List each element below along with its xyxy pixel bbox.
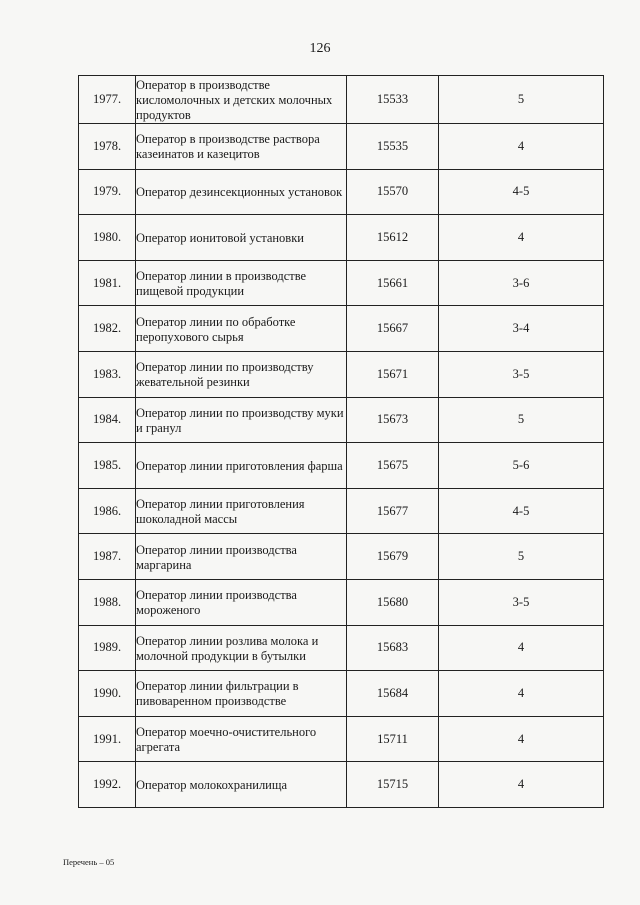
profession-name-text: Оператор линии производства маргарина xyxy=(136,542,297,572)
profession-name-text: Оператор линии в производстве пищевой продукции xyxy=(136,269,307,299)
row-number: 1977. xyxy=(79,76,136,124)
row-number: 1988. xyxy=(79,579,136,625)
profession-name-text: Оператор линии розлива молока и молочной продукции в бутылки xyxy=(136,633,319,663)
profession-name xyxy=(136,671,347,717)
profession-name xyxy=(136,762,347,808)
table-row xyxy=(79,124,604,170)
profession-code: 15612 xyxy=(347,215,439,261)
profession-code: 15570 xyxy=(347,169,439,215)
profession-name-text: Оператор в производстве раствора казеинатов и казецитов xyxy=(136,132,320,162)
profession-code: 15533 xyxy=(347,76,439,124)
rank-range: 3-6 xyxy=(439,260,604,306)
row-number: 1990. xyxy=(79,671,136,717)
profession-code: 15683 xyxy=(347,625,439,671)
profession-name xyxy=(136,488,347,534)
profession-name xyxy=(136,625,347,671)
profession-name xyxy=(136,534,347,580)
row-number: 1986. xyxy=(79,488,136,534)
page-number: 126 xyxy=(309,41,331,56)
professions-table xyxy=(78,75,604,808)
profession-name xyxy=(136,215,347,261)
profession-name xyxy=(136,716,347,762)
profession-code: 15675 xyxy=(347,443,439,489)
profession-name xyxy=(136,351,347,397)
profession-name xyxy=(136,169,347,215)
profession-code: 15680 xyxy=(347,579,439,625)
profession-name-text: Оператор линии производства мороженого xyxy=(136,588,297,618)
rank-range: 4 xyxy=(439,671,604,717)
row-number: 1978. xyxy=(79,124,136,170)
row-number: 1985. xyxy=(79,443,136,489)
row-number: 1981. xyxy=(79,260,136,306)
profession-name-text: Оператор линии фильтрации в пивоваренном производстве xyxy=(136,679,299,709)
row-number: 1983. xyxy=(79,351,136,397)
profession-code: 15677 xyxy=(347,488,439,534)
profession-code: 15535 xyxy=(347,124,439,170)
rank-range: 5 xyxy=(439,76,604,124)
table-row xyxy=(79,488,604,534)
profession-name-text: Оператор линии приготовления фарша xyxy=(136,458,343,473)
profession-code: 15684 xyxy=(347,671,439,717)
profession-name-text: Оператор линии по производству муки и гранул xyxy=(136,405,344,435)
table-row xyxy=(79,534,604,580)
profession-name-text: Оператор ионитовой установки xyxy=(136,230,304,245)
profession-name xyxy=(136,76,347,124)
profession-name-text: Оператор дезинсекционных установок xyxy=(136,185,343,200)
profession-name-text: Оператор линии приготовления шоколадной массы xyxy=(136,497,305,527)
table-row xyxy=(79,260,604,306)
row-number: 1984. xyxy=(79,397,136,443)
profession-code: 15711 xyxy=(347,716,439,762)
table-row xyxy=(79,716,604,762)
rank-range: 4-5 xyxy=(439,169,604,215)
rank-range: 4 xyxy=(439,625,604,671)
rank-range: 4 xyxy=(439,124,604,170)
profession-name-text: Оператор молокохранилища xyxy=(136,778,288,793)
profession-code: 15715 xyxy=(347,762,439,808)
profession-name xyxy=(136,306,347,352)
row-number: 1992. xyxy=(79,762,136,808)
profession-name xyxy=(136,397,347,443)
row-number: 1987. xyxy=(79,534,136,580)
profession-name-text: Оператор линии по обработке перопухового сырья xyxy=(136,314,296,344)
rank-range: 4 xyxy=(439,215,604,261)
row-number: 1979. xyxy=(79,169,136,215)
profession-name-text: Оператор моечно-очистительного агрегата xyxy=(136,725,317,755)
table-row xyxy=(79,397,604,443)
rank-range: 4 xyxy=(439,716,604,762)
rank-range: 5 xyxy=(439,397,604,443)
table-row xyxy=(79,625,604,671)
profession-name xyxy=(136,579,347,625)
rank-range: 3-5 xyxy=(439,351,604,397)
table-row xyxy=(79,579,604,625)
table-row xyxy=(79,443,604,489)
profession-name xyxy=(136,443,347,489)
table-row xyxy=(79,169,604,215)
table-body xyxy=(79,76,604,808)
footer-label: Перечень – 05 xyxy=(63,857,115,867)
row-number: 1991. xyxy=(79,716,136,762)
table-row xyxy=(79,306,604,352)
rank-range: 3-5 xyxy=(439,579,604,625)
profession-code: 15679 xyxy=(347,534,439,580)
profession-code: 15673 xyxy=(347,397,439,443)
rank-range: 4 xyxy=(439,762,604,808)
rank-range: 5 xyxy=(439,534,604,580)
table-row xyxy=(79,762,604,808)
profession-name-text: Оператор в производстве кисломолочных и детских молочных продуктов xyxy=(136,78,333,122)
table-row xyxy=(79,671,604,717)
table-row xyxy=(79,76,604,124)
rank-range: 3-4 xyxy=(439,306,604,352)
profession-name xyxy=(136,124,347,170)
row-number: 1989. xyxy=(79,625,136,671)
table-row xyxy=(79,351,604,397)
rank-range: 5-6 xyxy=(439,443,604,489)
profession-code: 15667 xyxy=(347,306,439,352)
profession-name-text: Оператор линии по производству жевательной резинки xyxy=(136,360,314,390)
profession-code: 15671 xyxy=(347,351,439,397)
row-number: 1980. xyxy=(79,215,136,261)
table-row xyxy=(79,215,604,261)
rank-range: 4-5 xyxy=(439,488,604,534)
profession-code: 15661 xyxy=(347,260,439,306)
row-number: 1982. xyxy=(79,306,136,352)
profession-name xyxy=(136,260,347,306)
